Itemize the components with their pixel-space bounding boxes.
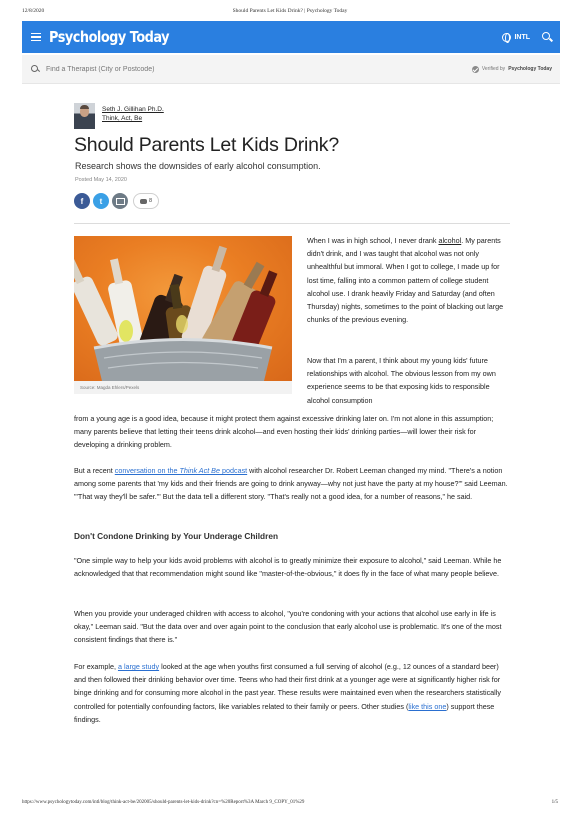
paragraph-3 xyxy=(74,464,510,504)
paragraph-6 xyxy=(74,660,510,726)
large-study-link[interactable]: a large study xyxy=(117,662,160,671)
email-share-button[interactable] xyxy=(112,193,128,209)
p1-text-b: . My parents didn't drink, and I was taught that alcohol was not only unhealthful but immoral. When I got to college, I made up for lost time, falling into a common pattern of college student alcohol use. I drank heavily Friday and Saturday (and often Thursday) nights, sometimes to the point of blacking out large chunks of the previous evening. xyxy=(307,236,504,325)
like-this-one-link[interactable]: like this one xyxy=(408,701,447,711)
p3-text-b: with alcohol researcher Dr. Robert Leeman changed my mind. "There's a notion among some parents that 'my kids and their friends are going to drink anyway—why not just have the party at my house?'" said Leeman. "'That way they'll be safer.'" But the data tell a different story. "That's really not a good idea, for a number of reasons," he said. xyxy=(74,466,508,502)
section-heading: Don't Condone Drinking by Your Underage Children xyxy=(74,531,279,541)
comments-button[interactable] xyxy=(133,193,159,209)
find-therapist-input[interactable] xyxy=(46,66,306,73)
share-bar xyxy=(74,193,159,209)
p6-text-b: looked at the age when youths first consumed a full serving of alcohol (e.g., 12 ounces of a standard beer) and then followed their drinking behavior over time. Teens who had their first drink at a younger age were at significantly higher risk for binge drinking and for consuming more alcohol in the past year. These results were maintained even when the researchers statistically controlled for potentially confounding factors, like variables related to their family or peers. Other studies ( xyxy=(74,662,501,711)
intl-label: INTL xyxy=(514,33,530,41)
top-navbar xyxy=(22,21,560,53)
paragraph-4: "One simple way to help your kids avoid problems with alcohol is to greatly minimize their exposure to alcohol," said Leeman. While he acknowledged that that recommendation might sound like "master-of-the-obvious," it does fly in the face of what many people believe. xyxy=(74,556,502,579)
podcast-link-text-b: podcast xyxy=(219,466,248,475)
twitter-icon: t xyxy=(99,196,103,206)
print-title: Should Parents Let Kids Drink? | Psychology Today xyxy=(232,8,348,14)
print-date: 12/8/2020 xyxy=(22,8,45,14)
p6-text-a: For example, xyxy=(74,662,118,671)
intl-button[interactable] xyxy=(502,33,530,42)
verified-badge xyxy=(472,66,552,73)
article-subtitle: Research shows the downsides of early alcohol consumption. xyxy=(75,161,321,171)
blog-name-link[interactable]: Think, Act, Be xyxy=(102,115,143,122)
find-therapist-bar xyxy=(22,55,560,84)
print-url: https://www.psychologytoday.com/intl/blog/think-act-be/202005/should-parents-let-kids-drink?cn=%20Report%3A March 9_COPY_01%29 xyxy=(22,800,305,805)
p6-text-c: ) support these findings. xyxy=(74,701,495,724)
print-page-number: 1/5 xyxy=(551,800,558,805)
menu-icon[interactable] xyxy=(31,33,41,42)
site-logo[interactable]: Psychology Today xyxy=(49,28,170,46)
verified-prefix: Verified by xyxy=(481,66,506,72)
article-image xyxy=(74,236,292,381)
author-avatar[interactable] xyxy=(74,103,95,129)
author-name-link[interactable]: Seth J. Gillihan Ph.D. xyxy=(102,106,164,113)
comment-count: 8 xyxy=(148,198,153,204)
podcast-link[interactable] xyxy=(115,466,247,475)
search-icon xyxy=(31,65,39,73)
facebook-share-button[interactable] xyxy=(74,193,90,209)
comment-bubble-icon xyxy=(140,199,147,204)
paragraph-2-continued: from a young age is a good idea, because it might protect them against excessive drinking later on. I'm not alone in this assumption; many parents believe that letting their teens drink alcohol—and even hosting their kids' drinking parties—will lower their risk for developing a drinking problem. xyxy=(74,414,494,450)
facebook-icon: f xyxy=(80,196,84,206)
twitter-share-button[interactable] xyxy=(93,193,109,209)
divider xyxy=(74,223,510,224)
paragraph-5: When you provide your underaged children with access to alcohol, "you're condoning with your actions that alcohol use early in life is okay," Leeman said. "But the data over and over again point to the conclusion that early alcohol use is problematic. It's one of the most consistent findings that there is." xyxy=(74,609,502,645)
verified-check-icon xyxy=(472,66,479,73)
podcast-link-text-a: conversation on the xyxy=(114,466,180,475)
globe-icon xyxy=(502,33,511,42)
p1-text-a: When I was in high school, I never drank xyxy=(307,236,439,245)
p3-text-a: But a recent xyxy=(74,466,115,475)
paragraph-1 xyxy=(307,234,510,326)
alcohol-link[interactable]: alcohol xyxy=(438,236,462,245)
article-title: Should Parents Let Kids Drink? xyxy=(74,134,339,156)
paragraph-2: Now that I'm a parent, I think about my young kids' future relationships with alcohol. The obvious lesson from my own experience seems to be that exposing kids to responsible alcohol consumption xyxy=(307,356,496,405)
search-icon[interactable] xyxy=(542,32,552,42)
posted-date: Posted May 14, 2020 xyxy=(75,177,127,183)
podcast-link-italic: Think Act Be xyxy=(179,466,220,475)
image-caption: Source: Magda Ehlers/Pexels xyxy=(74,381,292,394)
verified-brand: Psychology Today xyxy=(508,66,552,72)
